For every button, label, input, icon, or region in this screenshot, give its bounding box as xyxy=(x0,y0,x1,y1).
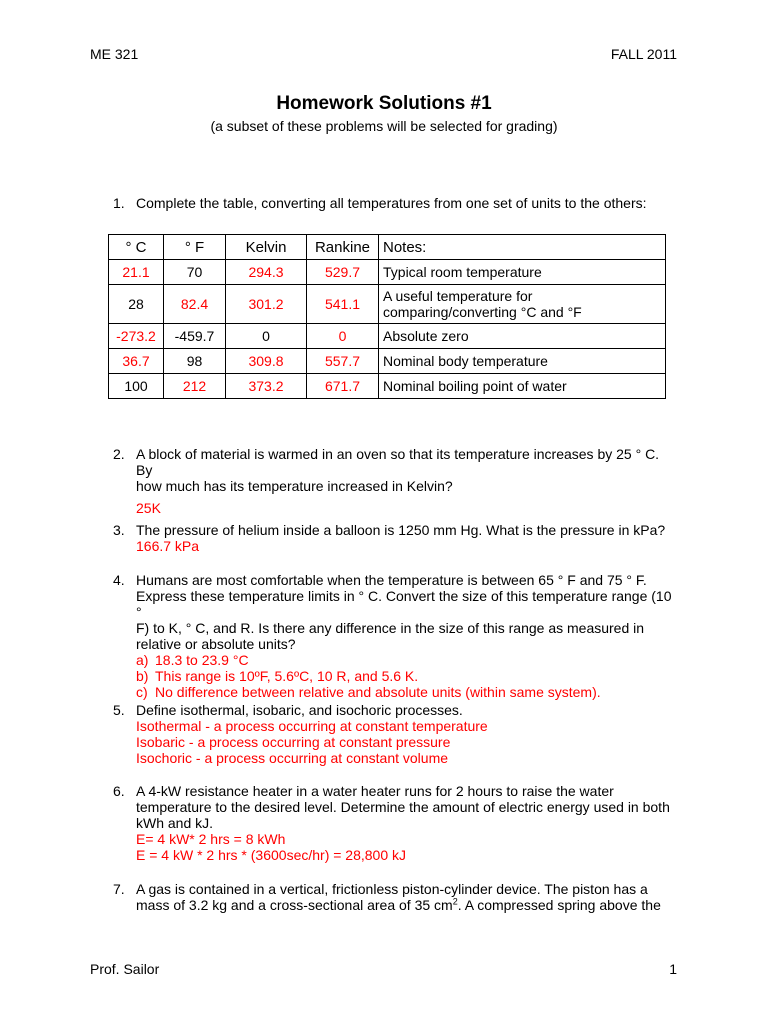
question-number: 4. xyxy=(113,572,125,588)
table-row xyxy=(109,260,666,285)
answer-text: No difference between relative and absolute units (within same system). xyxy=(155,684,601,700)
cell-fahrenheit: -459.7 xyxy=(164,324,226,349)
cell-kelvin: 0 xyxy=(226,324,307,349)
question-line: how much has its temperature increased in Kelvin? xyxy=(136,478,453,494)
answer-item xyxy=(136,652,675,668)
answer-label: c) xyxy=(136,684,148,700)
answer-text: E = 4 kW * 2 hrs * (3600sec/hr) = 28,800 kJ xyxy=(136,847,407,863)
cell-rankine: 529.7 xyxy=(307,260,379,285)
header-kelvin: Kelvin xyxy=(226,235,307,260)
cell-celsius: 28 xyxy=(109,285,164,324)
footer-author: Prof. Sailor xyxy=(90,961,160,977)
cell-note: Absolute zero xyxy=(379,324,666,349)
question-text xyxy=(136,783,675,863)
answer-label: a) xyxy=(136,652,149,668)
question-line: The pressure of helium inside a balloon is 1250 mm Hg. What is the pressure in kPa? xyxy=(136,522,666,538)
answer-item xyxy=(136,668,675,684)
cell-kelvin: 301.2 xyxy=(226,285,307,324)
course-label: ME 321 xyxy=(90,46,139,62)
question-number: 3. xyxy=(113,522,125,538)
question-text xyxy=(136,522,675,554)
question-line: A block of material is warmed in an oven so that its temperature increases by 25 ° C. By xyxy=(136,446,660,478)
question-line: Express these temperature limits in ° C. Convert the size of this temperature range (10 ° xyxy=(136,588,672,620)
table-header-row xyxy=(109,235,666,260)
question-line xyxy=(136,897,675,913)
cell-rankine: 557.7 xyxy=(307,349,379,374)
answer-text: 25K xyxy=(136,500,161,516)
question-line-part: mass of 3.2 kg and a cross-sectional area of 35 cm xyxy=(136,897,453,913)
cell-fahrenheit: 82.4 xyxy=(164,285,226,324)
page-title: Homework Solutions #1 xyxy=(276,93,492,114)
page-number: 1 xyxy=(669,961,677,977)
question-number: 7. xyxy=(113,881,125,897)
header-celsius: ° C xyxy=(109,235,164,260)
cell-celsius: 36.7 xyxy=(109,349,164,374)
question-line: temperature to the desired level. Determine the amount of electric energy used in both xyxy=(136,799,670,815)
question-7 xyxy=(113,881,675,913)
question-line: kWh and kJ. xyxy=(136,815,214,831)
question-line: relative or absolute units? xyxy=(136,636,296,652)
cell-note: Nominal body temperature xyxy=(379,349,666,374)
table-row xyxy=(109,324,666,349)
temperature-table xyxy=(108,234,666,399)
question-5 xyxy=(113,702,675,766)
question-1 xyxy=(113,195,675,211)
cell-fahrenheit: 70 xyxy=(164,260,226,285)
question-number: 2. xyxy=(113,446,125,462)
cell-fahrenheit: 212 xyxy=(164,374,226,399)
table-row xyxy=(109,349,666,374)
term-label: FALL 2011 xyxy=(610,46,677,62)
question-number: 1. xyxy=(113,195,125,211)
cell-celsius: 100 xyxy=(109,374,164,399)
question-line: A 4-kW resistance heater in a water heater runs for 2 hours to raise the water xyxy=(136,783,614,799)
question-text xyxy=(136,881,675,913)
cell-rankine: 671.7 xyxy=(307,374,379,399)
answer-text: Isochoric - a process occurring at constant volume xyxy=(136,750,449,766)
question-line: Define isothermal, isobaric, and isochoric processes. xyxy=(136,702,463,718)
question-text xyxy=(136,446,675,516)
question-line: F) to K, ° C, and R. Is there any difference in the size of this range as measured in xyxy=(136,620,645,636)
cell-celsius: -273.2 xyxy=(109,324,164,349)
cell-kelvin: 309.8 xyxy=(226,349,307,374)
answer-text: Isobaric - a process occurring at constant pressure xyxy=(136,734,451,750)
header-fahrenheit: ° F xyxy=(164,235,226,260)
table-row xyxy=(109,285,666,324)
cell-note-line-2: comparing/converting °C and °F xyxy=(383,304,582,320)
cell-note: Typical room temperature xyxy=(379,260,666,285)
answer-text: This range is 10ºF, 5.6ºC, 10 R, and 5.6 K. xyxy=(155,668,419,684)
answer-label: b) xyxy=(136,668,149,684)
table-row xyxy=(109,374,666,399)
question-text: Complete the table, converting all temperatures from one set of units to the others: xyxy=(136,195,647,211)
cell-note: Nominal boiling point of water xyxy=(379,374,666,399)
cell-rankine: 541.1 xyxy=(307,285,379,324)
cell-note-line-1: A useful temperature for xyxy=(383,288,533,304)
question-2 xyxy=(113,446,675,516)
superscript: 2 xyxy=(452,896,458,907)
cell-kelvin: 294.3 xyxy=(226,260,307,285)
cell-celsius: 21.1 xyxy=(109,260,164,285)
question-text xyxy=(136,572,675,700)
question-text xyxy=(136,702,675,766)
cell-kelvin: 373.2 xyxy=(226,374,307,399)
question-3 xyxy=(113,522,675,554)
question-line: A gas is contained in a vertical, frictionless piston-cylinder device. The piston has a xyxy=(136,881,648,897)
header-rankine: Rankine xyxy=(307,235,379,260)
answer-text: 18.3 to 23.9 °C xyxy=(155,652,249,668)
page-subtitle: (a subset of these problems will be selected for grading) xyxy=(210,118,558,134)
answer-text: Isothermal - a process occurring at constant temperature xyxy=(136,718,488,734)
question-6 xyxy=(113,783,675,863)
answer-item xyxy=(136,684,675,700)
cell-rankine: 0 xyxy=(307,324,379,349)
question-line-part: . A compressed spring above the xyxy=(457,897,661,913)
cell-note xyxy=(379,285,666,324)
question-4 xyxy=(113,572,675,700)
question-number: 6. xyxy=(113,783,125,799)
cell-fahrenheit: 98 xyxy=(164,349,226,374)
question-line: Humans are most comfortable when the temperature is between 65 ° F and 75 ° F. xyxy=(136,572,647,588)
header-notes: Notes: xyxy=(379,235,666,260)
question-number: 5. xyxy=(113,702,125,718)
answer-text: 166.7 kPa xyxy=(136,538,200,554)
answer-text: E= 4 kW* 2 hrs = 8 kWh xyxy=(136,831,286,847)
